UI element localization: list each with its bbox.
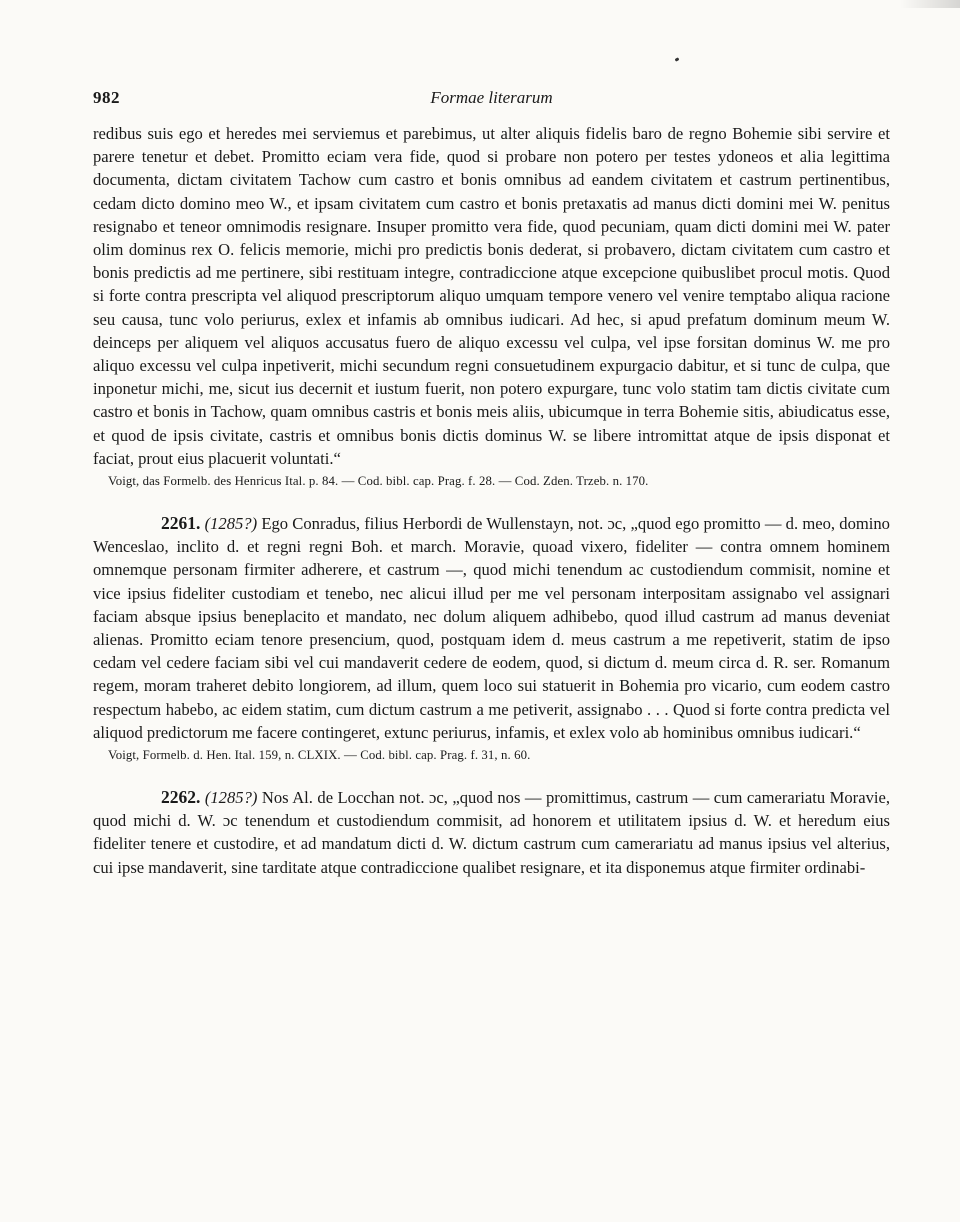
entry-source-note: Voigt, Formelb. d. Hen. Ital. 159, n. CLXIX. — Cod. bibl. cap. Prag. f. 31, n. 60. <box>108 748 531 763</box>
running-head <box>93 88 890 122</box>
entry-text: Nos Al. de Locchan not. ɔc, „quod nos — promittimus, castrum — cum camerariatu Moravie, quod michi d. W. ɔc tenendum et custodiendum commisit, ad honorem et utilitatem ipsius d. W. et heredum eius fideliter tenere et custodire, et ad mandatum dicti d. W. dictum castrum cum camerariatu ad manus ipsius vel alterius, cui ipse mandaverit, sine tarditate atque contradiccione qualibet resignare, et ita disponemus atque firmiter ordinabi- <box>93 788 890 877</box>
entry-paragraph <box>93 786 890 879</box>
continuation-paragraph: redibus suis ego et heredes mei serviemus et parebimus, ut alter aliquis fidelis baro de regno Bohemie sibi servire et parere tenetur et debet. Promitto eciam vera fide, quod si probare non potero per testes ydoneos et alia legittima documenta, dictam civitatem Tachow cum castro et bonis omnibus ad eandem civitatem et castrum pertinentibus, cedam dicto domino meo W., et ipsam civitatem cum castro et bonis pretaxatis ad manus dicti domini mei W. penitus resignabo et teneor omnimodis resignare. Insuper promitto vera fide, quod pecuniam, quam dicti domini mei W. pater olim dominus rex O. felicis memorie, michi pro predictis bonis dederat, si probavero, dictam civitatem cum castro et bonis predictis ad me pertinere, sibi restituam integre, contradiccione atque excepcione quibuslibet procul motis. Quod si forte contra prescripta vel aliquod prescriptorum aliquo umquam tempore venero vel venire temptabo aliqua racione seu causa, tunc volo periurus, exlex et infamis ab omnibus iudicari. Ad hec, si apud prefatum dominum meum W. deinceps per aliquem vel aliquos accusatus fuero de aliquo excessu vel culpa, vel ipse forsitan dominus W. me pro aliquo excessu vel culpa inpetiverit, michi secundum regni consuetudinem expurgacio dabitur, et si tunc de culpa, que inponetur michi, me, sicut ius decernit et iustum fuerit, non potero expurgare, tunc volo statim tam dictis civitate cum castro et bonis in Tachow, quam omnibus castris et bonis meis aliis, ubicumque in terra Bohemie sitis, abiudicatus esse, et quod de ipsis civitate, castris et omnibus bonis dictis dominus W. se libere intromittat atque de ipsis disponat et faciat, prout eius placuerit voluntati.“ <box>93 124 890 468</box>
continuation-source-note: Voigt, das Formelb. des Henricus Ital. p. 84. — Cod. bibl. cap. Prag. f. 28. — Cod. Zden. Trzeb. n. 170. <box>108 474 649 489</box>
entry-number: 2262. <box>161 787 201 808</box>
entry-date: (1285?) <box>204 788 258 808</box>
running-title: Formae literarum <box>430 88 553 107</box>
entry-number: 2261. <box>161 513 201 534</box>
entry-text: Ego Conradus, filius Herbordi de Wullenstayn, not. ɔc, „quod ego promitto — d. meo, domino Wenceslao, inclito d. et regni regni Boh. et march. Moravie, quoad vixero, fideliter — contra omnem hominem omnemque personam firmiter adherere, et castrum —, quod michi tenendum ac custodiendum commisit, nomine et vice ipsius fideliter custodiam et tenebo, nec alicui illud per me vel personam interpositam assignabo vel assignari faciam absque ipsius beneplacito et mandato, nec dolum aliquem adhibebo, quod illud castrum ad manus deveniat alienas. Promitto eciam tenore presencium, quod, postquam idem d. meus castrum a me repetiverit, statim de ipso cedam vel cedere faciam sibi vel cui mandaverit cedere de eodem, quod, si dictum d. meum circa d. R. ser. Romanum regem, moram traheret debito longiorem, ad illum, quem loco sui statuerit in Bohemia pro vicario, cum eodem castro respectum habebo, ac eidem statim, cum dictum castrum a me petiverit, assignabo . . . Quod si forte contra predicta vel aliquod predictorum me facere contingeret, extunc periurus, infamis, et exlex volo ab hominibus omnibus iudicari.“ <box>93 514 890 742</box>
page-number: 982 <box>93 88 120 107</box>
entry-2261 <box>93 512 890 764</box>
entry-paragraph <box>93 512 890 744</box>
entry-2262 <box>93 786 890 879</box>
scan-edge-shadow <box>900 0 960 8</box>
scan-speck <box>675 57 680 62</box>
entry-date: (1285?) <box>204 514 258 534</box>
